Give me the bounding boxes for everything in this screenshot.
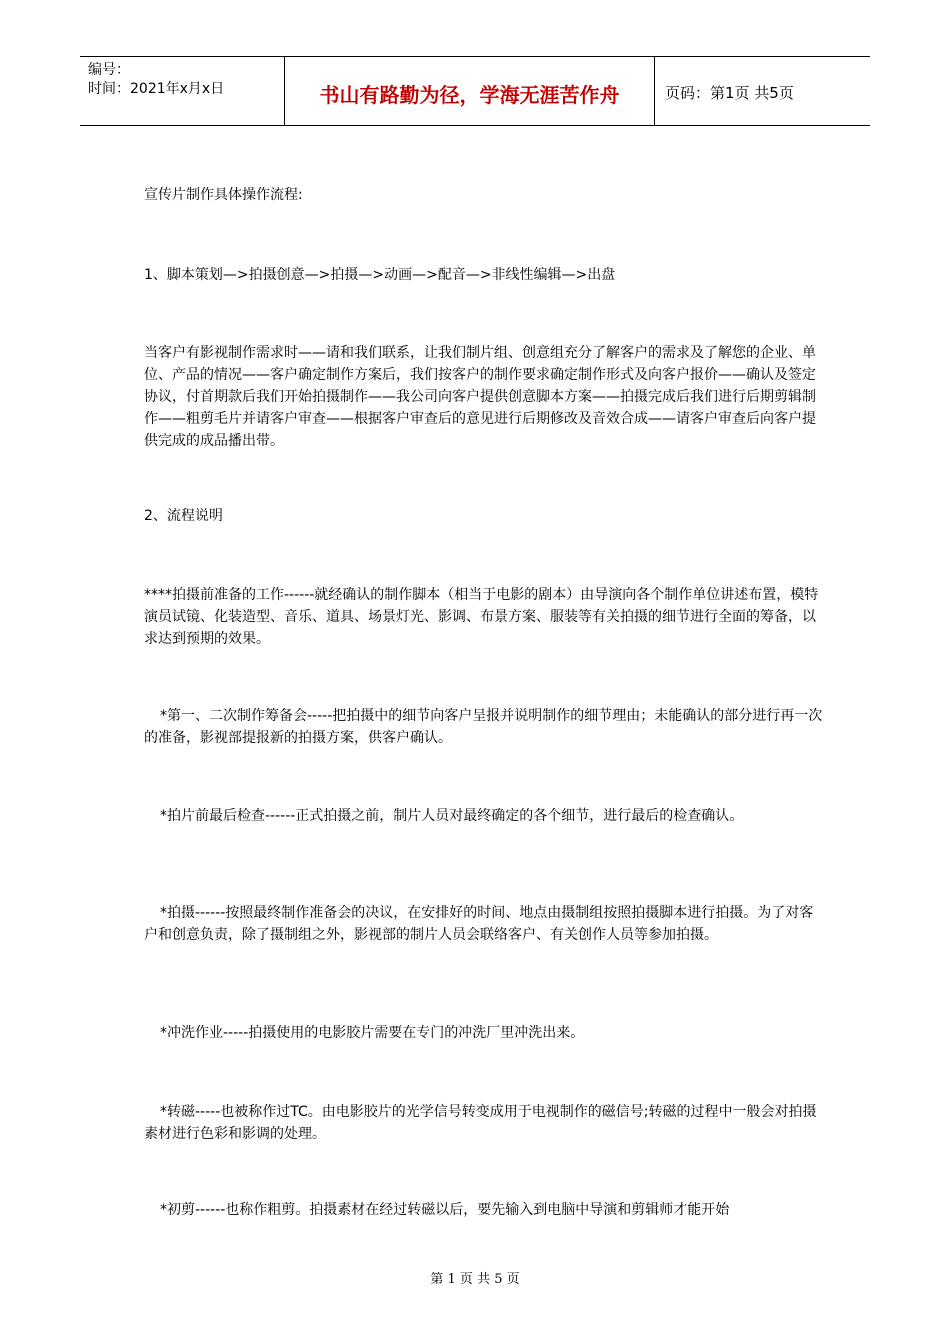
prep-paragraph: ****拍摄前准备的工作------就经确认的制作脚本（相当于电影的剧本）由导演向各个制作单位讲述布置，模特演员试镜、化装造型、音乐、道具、场景灯光、影调、布景方案、服装等有关拍摄的细节进行全面的筹备，以求达到预期的效果。 — [144, 587, 819, 647]
number-label: 编号： — [88, 62, 130, 78]
header-divider — [654, 57, 655, 125]
intro-paragraph: 当客户有影视制作需求时——请和我们联系，让我们制片组、创意组充分了解客户的需求及了解您的企业、单位、产品的情况——客户确定制作方案后，我们按客户的制作要求确定制作形式及向客户报价——确认及签定协议，付首期款后我们开始拍摄制作——我公司向客户提供创意脚本方案——拍摄完成后我们进行后期剪辑制作——粗剪毛片并请客户审查——根据客户审查后的意见进行后期修改及音效合成——请客户审查后向客户提供完成的成品播出带。 — [144, 345, 816, 449]
header-page-number: 页码：第1页 共5页 — [665, 84, 794, 102]
time-label: 时间：2021年x月x日 — [88, 81, 225, 97]
telecine-paragraph: *转磁-----也被称作过TC。由电影胶片的光学信号转变成用于电视制作的磁信号;转磁的过程中一般会对拍摄素材进行色彩和影调的处理。 — [144, 1104, 817, 1142]
page-header — [80, 56, 870, 126]
document-title: 宣传片制作具体操作流程: — [144, 187, 303, 203]
developing-paragraph: *冲洗作业-----拍摄使用的电影胶片需要在专门的冲洗厂里冲洗出来。 — [160, 1025, 585, 1041]
shooting-paragraph: *拍摄------按照最终制作准备会的决议，在安排好的时间、地点由摄制组按照拍摄脚本进行拍摄。为了对客户和创意负责，除了摄制组之外，影视部的制片人员会联络客户、有关创作人员等参加拍摄。 — [144, 905, 814, 943]
rough-cut-paragraph: *初剪------也称作粗剪。拍摄素材在经过转磁以后，要先输入到电脑中导演和剪辑师才能开始 — [160, 1202, 730, 1218]
step1-heading: 1、脚本策划—>拍摄创意—>拍摄—>动画—>配音—>非线性编辑—>出盘 — [144, 267, 616, 283]
meeting-paragraph: *第一、二次制作筹备会-----把拍摄中的细节向客户呈报并说明制作的细节理由；未能确认的部分进行再一次的准备，影视部提报新的拍摄方案，供客户确认。 — [144, 708, 823, 746]
header-meta — [88, 61, 224, 99]
page-footer: 第 1 页 共 5 页 — [430, 1272, 520, 1287]
header-motto: 书山有路勤为径，学海无涯苦作舟 — [319, 83, 620, 107]
check-paragraph: *拍片前最后检查------正式拍摄之前，制片人员对最终确定的各个细节，进行最后的检查确认。 — [160, 808, 744, 824]
step2-heading: 2、流程说明 — [144, 508, 223, 524]
